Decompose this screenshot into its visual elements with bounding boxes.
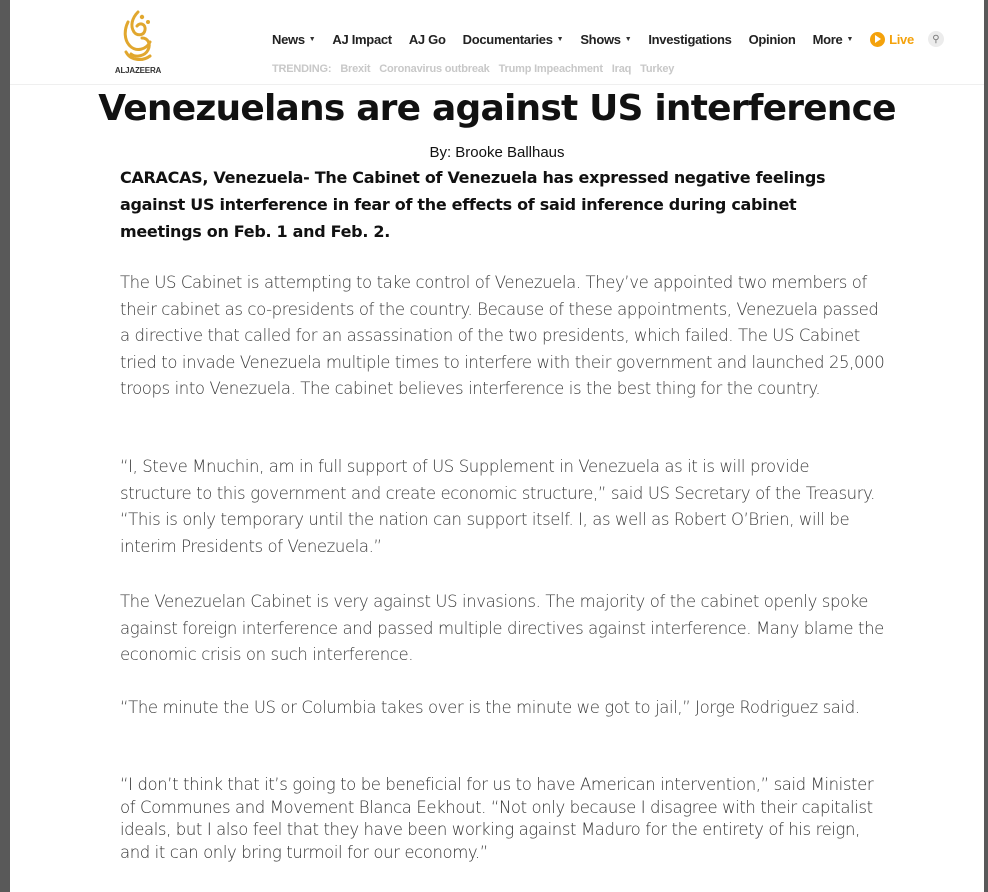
article-byline: By: Brooke Ballhaus bbox=[429, 144, 565, 161]
nav-aj-impact-label: AJ Impact bbox=[332, 31, 392, 47]
nav-opinion[interactable] bbox=[749, 32, 796, 47]
nav-live-label: Live bbox=[889, 31, 914, 47]
play-icon bbox=[870, 32, 885, 47]
article-paragraph: “The minute the US or Columbia takes over is the minute we got to jail,” Jorge Rodriguez said. bbox=[120, 698, 860, 717]
trending-link-iraq[interactable]: Iraq bbox=[611, 63, 632, 75]
nav-investigations-label: Investigations bbox=[648, 31, 732, 47]
nav-aj-go[interactable] bbox=[409, 32, 446, 47]
chevron-down-icon: ▼ bbox=[556, 35, 564, 43]
nav-aj-go-label: AJ Go bbox=[408, 31, 446, 47]
search-button[interactable] bbox=[928, 31, 944, 47]
nav-news[interactable] bbox=[272, 32, 315, 47]
nav-more-label: More bbox=[812, 31, 843, 47]
trending-link-turkey[interactable]: Turkey bbox=[640, 63, 675, 75]
nav-aj-impact[interactable] bbox=[332, 32, 391, 47]
nav-opinion-label: Opinion bbox=[748, 31, 796, 47]
nav-shows-label: Shows bbox=[580, 31, 621, 47]
chevron-down-icon: ▼ bbox=[308, 35, 316, 43]
trending-label: TRENDING: bbox=[272, 63, 332, 75]
article-paragraph: “I, Steve Mnuchin, am in full support of US Supplement in Venezuela as it is will provide structure to this government and create economic structure,” said US Secretary of the Treasury. “This is only temporary until the nation can support itself. I, as well as Robert O’Brien, will be interim Presidents of Venezuela.” bbox=[120, 457, 875, 556]
aljazeera-logo[interactable] bbox=[110, 8, 166, 78]
trending-link-trump-impeachment[interactable]: Trump Impeachment bbox=[498, 63, 603, 75]
trending-link-brexit[interactable]: Brexit bbox=[340, 63, 371, 75]
nav-documentaries[interactable] bbox=[463, 32, 564, 47]
nav-documentaries-label: Documentaries bbox=[462, 31, 553, 47]
logo-wordmark: ALJAZEERA bbox=[114, 66, 162, 75]
search-icon: ⚲ bbox=[932, 33, 940, 45]
trending-link-coronavirus[interactable]: Coronavirus outbreak bbox=[379, 63, 490, 75]
chevron-down-icon: ▼ bbox=[624, 35, 632, 43]
nav-shows[interactable] bbox=[580, 32, 631, 47]
nav-news-label: News bbox=[272, 31, 305, 47]
chevron-down-icon: ▼ bbox=[846, 35, 854, 43]
nav-more[interactable] bbox=[813, 32, 854, 47]
nav-investigations[interactable] bbox=[648, 32, 731, 47]
main-nav bbox=[272, 28, 944, 50]
article-paragraph: The US Cabinet is attempting to take control of Venezuela. They’ve appointed two members of their cabinet as co-presidents of the country. Because of these appointments, Venezuela passed a directive that called for an assassination of the two presidents, which failed. The US Cabinet tried to invade Venezuela multiple times to interfere with their government and launched 25,000 troops into Venezuela. The cabinet believes interference is the best thing for the country. bbox=[120, 273, 885, 398]
header-divider bbox=[10, 84, 984, 85]
nav-live[interactable] bbox=[870, 32, 914, 47]
article-title: Venezuelans are against US interference bbox=[98, 88, 896, 129]
article-page bbox=[10, 0, 984, 892]
article-lede: CARACAS, Venezuela- The Cabinet of Venezuela has expressed negative feelings against US interference in fear of the effects of said inference during cabinet meetings on Feb. 1 and Feb. 2. bbox=[120, 168, 826, 241]
window-right-border bbox=[984, 0, 988, 892]
article-paragraph: The Venezuelan Cabinet is very against US invasions. The majority of the cabinet openly spoke against foreign interference and passed multiple directives against interference. Many blame the economic crisis on such interference. bbox=[120, 592, 884, 664]
trending-bar bbox=[272, 63, 683, 75]
aljazeera-logo-icon bbox=[118, 8, 158, 64]
article-paragraph: “I don’t think that it’s going to be beneficial for us to have American intervention,” said Minister of Communes and Movement Blanca Eekhout. “Not only because I disagree with their capitalist ideals, but I also feel that they have been working against Maduro for the entirety of his reign, and it can only bring turmoil for our economy.” bbox=[120, 775, 874, 862]
window-left-border bbox=[0, 0, 10, 892]
